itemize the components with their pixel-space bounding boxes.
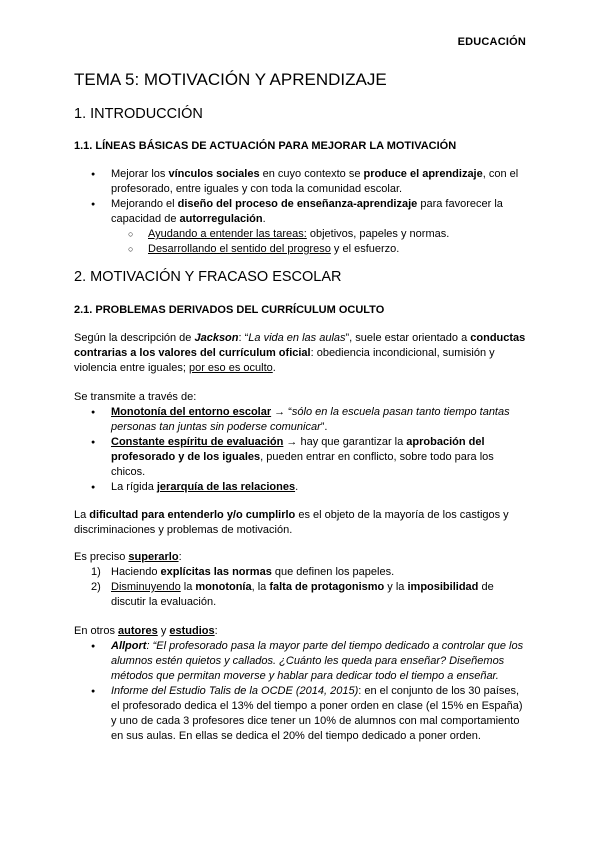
bullet-list [74,167,526,257]
list-item: ● Informe del Estudio Talis de la OCDE (2014, 2015): en el conjunto de los 30 países, el profesorado dedica el 13% del tiempo a poner orden en clase (el 15% en España) y uno de cada 3 profesores dice tener un 10% de alumnos con mal comportamiento en sus aulas. En ellas se dedica el 20% del tiempo dedicado a poner orden. [74,684,526,744]
paragraph: La dificultad para entenderlo y/o cumplirlo es el objeto de la mayoría de los castigos y discriminaciones y problemas de motivación. [74,509,509,536]
bullet-list [74,405,526,495]
section-heading: 1. INTRODUCCIÓN [74,106,203,122]
section-heading: 2. MOTIVACIÓN Y FRACASO ESCOLAR [74,269,342,285]
list-item: ● Allport: “El profesorado pasa la mayor parte del tiempo dedicado a controlar que los alumnos estén quietos y callados. ¿Cuánto les queda para enseñar? Diseñemos métodos que permitan moverse y hablar para dedicar todo el tiempo a enseñar. [74,639,526,684]
list-item: ● La rígida jerarquía de las relaciones. [74,480,526,495]
sub-list-item: ○ Ayudando a entender las tareas: objetivos, papeles y normas. [74,227,526,242]
list-item: ● Constante espíritu de evaluación → hay que garantizar la aprobación del profesorado y de los iguales, pueden entrar en conflicto, sobre todo para los chicos. [74,435,526,480]
list-item: 1) Haciendo explícitas las normas que definen los papeles. [91,566,395,578]
list-item: ● Mejorando el diseño del proceso de enseñanza-aprendizaje para favorecer la capacidad de autorregulación. [74,197,526,227]
paragraph: Se transmite a través de: [74,391,197,403]
sub-list-item: ○ Desarrollando el sentido del progreso y el esfuerzo. [74,242,526,257]
subsection-heading: 1.1. LÍNEAS BÁSICAS DE ACTUACIÓN PARA MEJORAR LA MOTIVACIÓN [74,140,457,152]
list-item: ● Monotonía del entorno escolar → “sólo en la escuela pasan tanto tiempo tantas personas tan juntas sin poderse comunicar”. [74,405,526,435]
bullet-list [74,639,526,744]
subsection-heading: 2.1. PROBLEMAS DERIVADOS DEL CURRÍCULUM OCULTO [74,304,385,316]
page-title: TEMA 5: MOTIVACIÓN Y APRENDIZAJE [74,70,387,89]
paragraph: En otros autores y estudios: [74,625,218,637]
paragraph: Es preciso superarlo: [74,551,182,563]
paragraph: Según la descripción de Jackson: “La vida en las aulas”, suele estar orientado a conductas contrarias a los valores del currículum oficial: obediencia incondicional, sumisión y violencia entre iguales; por eso es oculto. [74,332,526,374]
list-item: 2) Disminuyendo la monotonía, la falta de protagonismo y la imposibilidad de discutir la evaluación. [91,581,494,608]
list-item: ● Mejorar los vínculos sociales en cuyo contexto se produce el aprendizaje, con el profesorado, entre iguales y con toda la comunidad escolar. [74,167,526,197]
page-header: EDUCACIÓN [457,36,526,48]
numbered-list [74,565,526,610]
